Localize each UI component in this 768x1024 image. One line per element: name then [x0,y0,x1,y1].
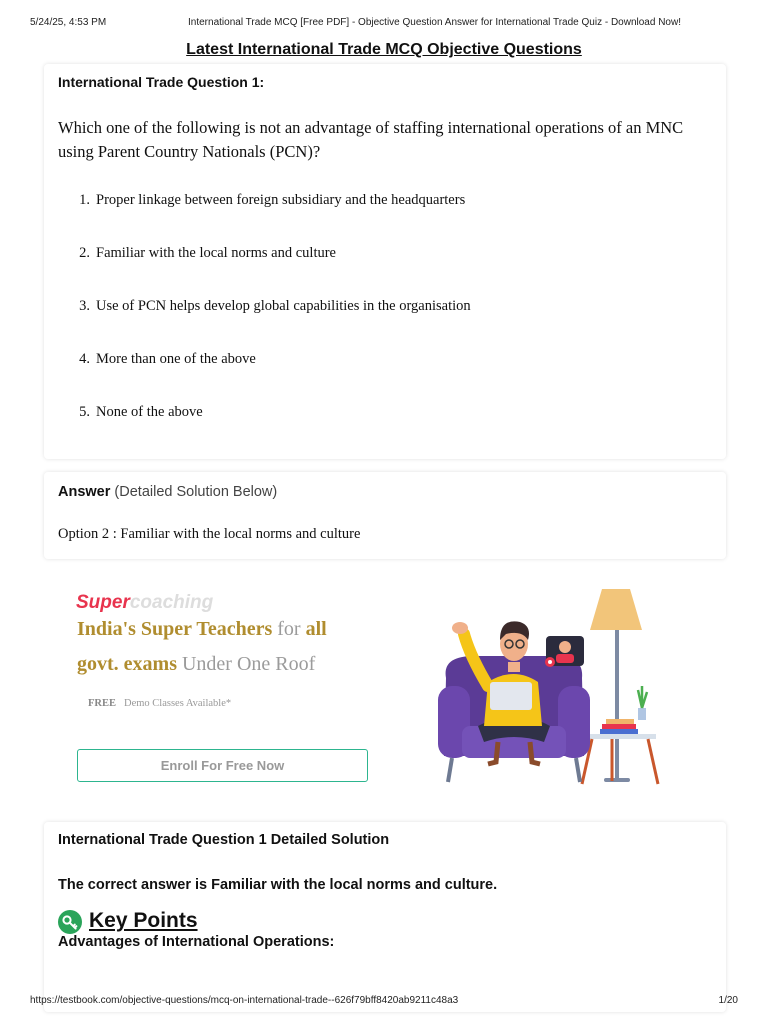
promo-highlight: India's Super Teachers [77,618,273,640]
option-number: 5. [79,404,90,420]
question-text: Which one of the following is not an advantage of staffing international operations of an MNC using Parent Country Nationals (PCN)? [58,118,684,161]
print-footer [30,995,738,1009]
side-table-icon [584,734,656,739]
answer-label: Answer [58,484,111,500]
free-demo-text: Demo Classes Available* [124,698,232,709]
answer-note: (Detailed Solution Below) [114,484,278,500]
free-label: FREE [88,698,117,709]
option-number: 4. [79,351,90,367]
supercoaching-logo [76,592,213,614]
solution-card [44,822,726,1012]
option-number: 2. [79,245,90,261]
key-points-title: Key Points [89,909,198,932]
plant-icon [638,686,647,708]
answer-card [44,472,726,559]
promo-highlight: govt. exams [77,653,177,675]
promo-headline-1 [77,618,327,641]
page-title: Latest International Trade MCQ Objective Questions [186,41,582,58]
enroll-button[interactable]: Enroll For Free Now [77,749,368,782]
option-number: 1. [79,192,90,208]
option-number: 3. [79,298,90,314]
free-demo-line [88,698,231,709]
advantages-heading: Advantages of International Operations: [58,934,335,950]
solution-heading: International Trade Question 1 Detailed Solution [58,832,390,848]
option-text: None of the above [96,404,203,420]
option-text: Familiar with the local norms and culture [96,245,336,261]
print-datetime: 5/24/25, 4:53 PM [30,17,107,28]
question-card [44,64,726,459]
option-text: More than one of the above [96,351,256,367]
question-heading: International Trade Question 1: [58,74,265,90]
lamp-pole-icon [615,630,619,780]
lamp-shade-icon [590,589,642,630]
promo-headline-2 [77,653,315,676]
laptop-icon [490,682,532,710]
promo-text: for [272,618,306,640]
print-url: https://testbook.com/objective-questions/mcq-on-international-trade--626f79bff8420ab9211c48a3 [30,995,459,1006]
answer-heading [58,484,277,500]
brand-part-coaching: coaching [129,592,214,613]
correct-answer-statement: The correct answer is Familiar with the local norms and culture. [58,877,498,893]
brand-part-super: Super [76,592,130,613]
print-doc-title: International Trade MCQ [Free PDF] - Objective Question Answer for International Trade Quiz - Download Now! [188,17,681,28]
promo-text: Under One Roof [176,653,316,675]
lamp-base-icon [604,778,630,782]
answer-text: Option 2 : Familiar with the local norms and culture [58,526,361,542]
key-icon [58,910,82,934]
option-text: Use of PCN helps develop global capabilities in the organisation [96,298,471,314]
print-header [30,17,738,31]
teacher-illustration [434,586,664,786]
page-number: 1/20 [718,995,738,1006]
supercoaching-promo [44,578,726,798]
promo-highlight: all [305,618,327,640]
option-text: Proper linkage between foreign subsidiary and the headquarters [96,192,466,208]
